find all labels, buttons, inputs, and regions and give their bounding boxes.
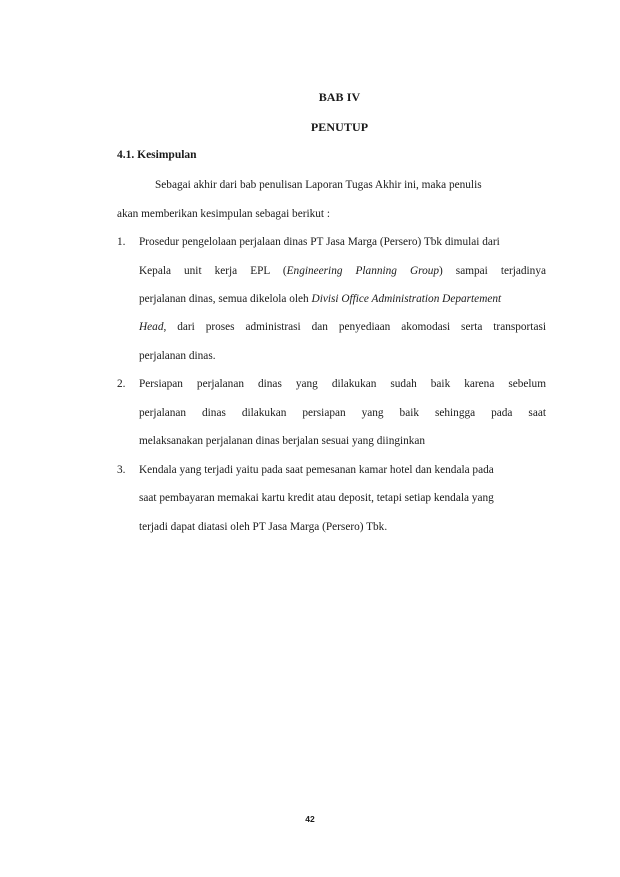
list-item-number-2: 2. [117, 378, 126, 390]
list-item-1-line-2: Kepala unit kerja EPL (Engineering Planning Group) sampai terjadinya [139, 265, 546, 277]
page-number: 42 [305, 814, 315, 824]
chapter-title: PENUTUP [310, 120, 369, 134]
list-item-3-line-1: Kendala yang terjadi yaitu pada saat pemesanan kamar hotel dan kendala pada [139, 464, 494, 476]
intro-line-1: Sebagai akhir dari bab penulisan Laporan Tugas Akhir ini, maka penulis [155, 179, 482, 191]
list-item-2-line-2: perjalanan dinas dilakukan persiapan yang baik sehingga pada saat [139, 407, 546, 419]
list-item-1-line-1: Prosedur pengelolaan perjalaan dinas PT Jasa Marga (Persero) Tbk dimulai dari [139, 236, 500, 248]
list-item-3-line-3: terjadi dapat diatasi oleh PT Jasa Marga (Persero) Tbk. [139, 521, 388, 533]
list-item-3-line-2: saat pembayaran memakai kartu kredit atau deposit, tetapi setiap kendala yang [139, 492, 494, 504]
chapter-label: BAB IV [318, 90, 361, 104]
list-item-number-1: 1. [117, 236, 126, 248]
list-item-1-line-5: perjalanan dinas. [139, 350, 216, 362]
intro-line-2: akan memberikan kesimpulan sebagai berikut : [117, 208, 331, 220]
list-item-2-line-3: melaksanakan perjalanan dinas berjalan sesuai yang diinginkan [139, 435, 426, 447]
list-item-1-line-4: Head, dari proses administrasi dan penyediaan akomodasi serta transportasi [139, 321, 546, 333]
list-item-2-line-1: Persiapan perjalanan dinas yang dilakukan sudah baik karena sebelum [139, 378, 546, 390]
section-heading: 4.1. Kesimpulan [117, 149, 197, 161]
list-item-number-3: 3. [117, 464, 126, 476]
list-item-1-line-3: perjalanan dinas, semua dikelola oleh Divisi Office Administration Departement [139, 293, 502, 305]
